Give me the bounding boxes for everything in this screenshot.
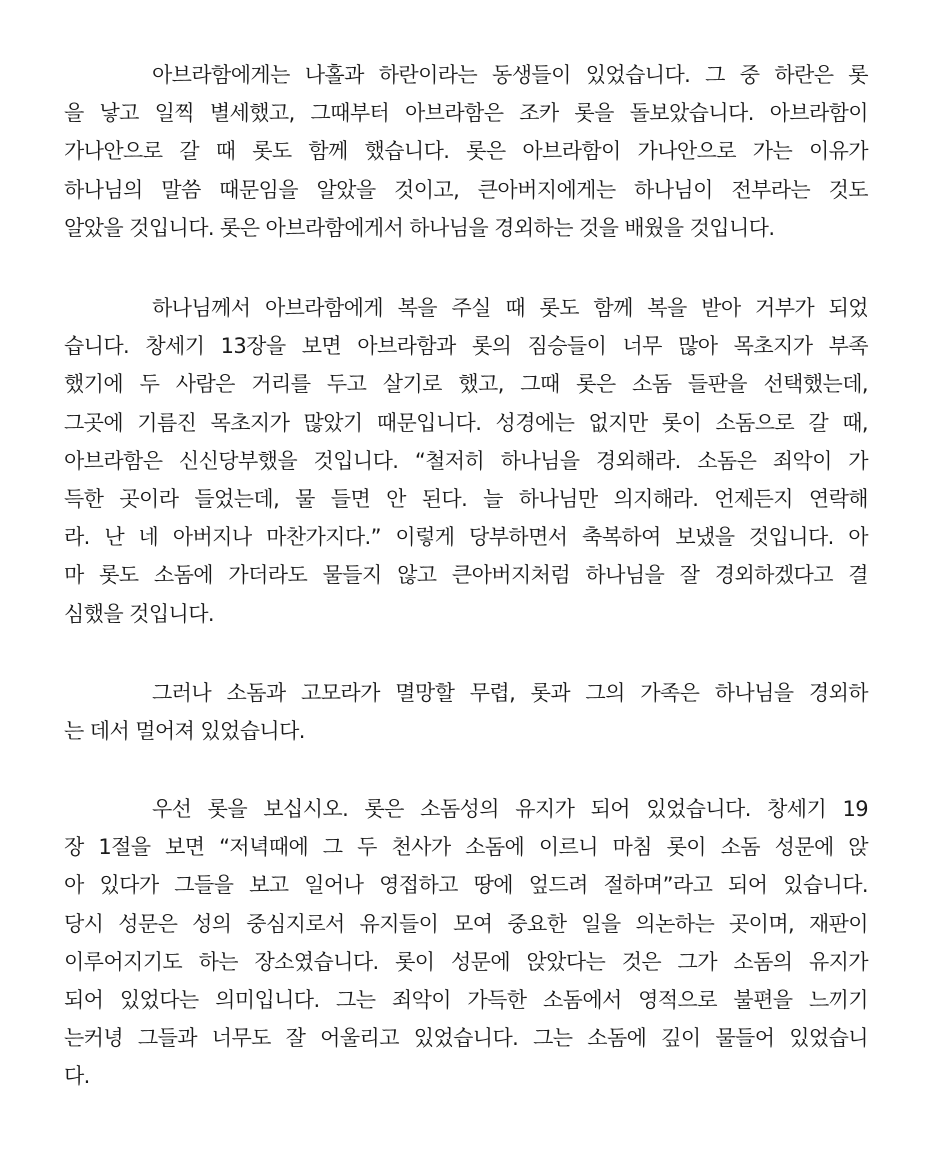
text-line: 마 롯도 소돔에 가더라도 물들지 않고 큰아버지처럼 하나님을 잘 경외하겠다고 결 <box>64 563 868 588</box>
text-line: 그곳에 기름진 목초지가 많았기 때문입니다. 성경에는 없지만 롯이 소돔으로 갈 때, <box>64 410 868 435</box>
text-line: 장 1절을 보면 “저녁때에 그 두 천사가 소돔에 이르니 마침 롯이 소돔 성문에 앉 <box>64 835 868 860</box>
text-line: 다. <box>64 1064 90 1089</box>
text-line: 아브라함은 신신당부했을 것입니다. “철저히 하나님을 경외해라. 소돔은 죄악이 가 <box>64 448 868 473</box>
text-line: 그러나 소돔과 고모라가 멸망할 무렵, 롯과 그의 가족은 하나님을 경외하 <box>152 681 868 705</box>
text-line: 라. 난 네 아버지나 마찬가지다.” 이렇게 당부하면서 축복하여 보냈을 것입니다. 아 <box>64 525 868 550</box>
text-line: 득한 곳이라 들었는데, 물 들면 안 된다. 늘 하나님만 의지해라. 언제든지 연락해 <box>64 486 868 511</box>
text-line: 되어 있었다는 의미입니다. 그는 죄악이 가득한 소돔에서 영적으로 불편을 느끼기 <box>64 987 868 1012</box>
paragraph-3 <box>64 674 868 750</box>
text-line: 습니다. 창세기 13장을 보면 아브라함과 롯의 짐승들이 너무 많아 목초지가 부족 <box>64 334 868 359</box>
text-line: 가나안으로 갈 때 롯도 함께 했습니다. 롯은 아브라함이 가나안으로 가는 이유가 <box>64 139 868 164</box>
text-line: 하나님의 말씀 때문임을 알았을 것이고, 큰아버지에게는 하나님이 전부라는 것도 <box>64 177 868 202</box>
text-line: 아브라함에게는 나홀과 하란이라는 동생들이 있었습니다. 그 중 하란은 롯 <box>152 63 868 87</box>
paragraph-4 <box>64 790 868 1096</box>
text-line: 당시 성문은 성의 중심지로서 유지들이 모여 중요한 일을 의논하는 곳이며, 재판이 <box>64 911 868 936</box>
text-line: 아 있다가 그들을 보고 일어나 영접하고 땅에 엎드려 절하며”라고 되어 있습니다. <box>64 873 868 898</box>
paragraph-1 <box>64 56 868 247</box>
text-line: 는 데서 멀어져 있었습니다. <box>64 719 305 744</box>
text-line: 는커녕 그들과 너무도 잘 어울리고 있었습니다. 그는 소돔에 깊이 물들어 있었습니 <box>64 1026 868 1051</box>
paragraph-2 <box>64 289 868 633</box>
text-line: 알았을 것입니다. 롯은 아브라함에게서 하나님을 경외하는 것을 배웠을 것입니다. <box>64 215 775 240</box>
text-line: 하나님께서 아브라함에게 복을 주실 때 롯도 함께 복을 받아 거부가 되었 <box>152 296 868 320</box>
text-line: 심했을 것입니다. <box>64 601 214 626</box>
text-line: 을 낳고 일찍 별세했고, 그때부터 아브라함은 조카 롯을 돌보았습니다. 아브라함이 <box>64 101 868 126</box>
text-line: 이루어지기도 하는 장소였습니다. 롯이 성문에 앉았다는 것은 그가 소돔의 유지가 <box>64 949 868 974</box>
text-line: 우선 롯을 보십시오. 롯은 소돔성의 유지가 되어 있었습니다. 창세기 19 <box>152 797 868 821</box>
text-line: 했기에 두 사람은 거리를 두고 살기로 했고, 그때 롯은 소돔 들판을 선택했는데, <box>64 372 868 397</box>
